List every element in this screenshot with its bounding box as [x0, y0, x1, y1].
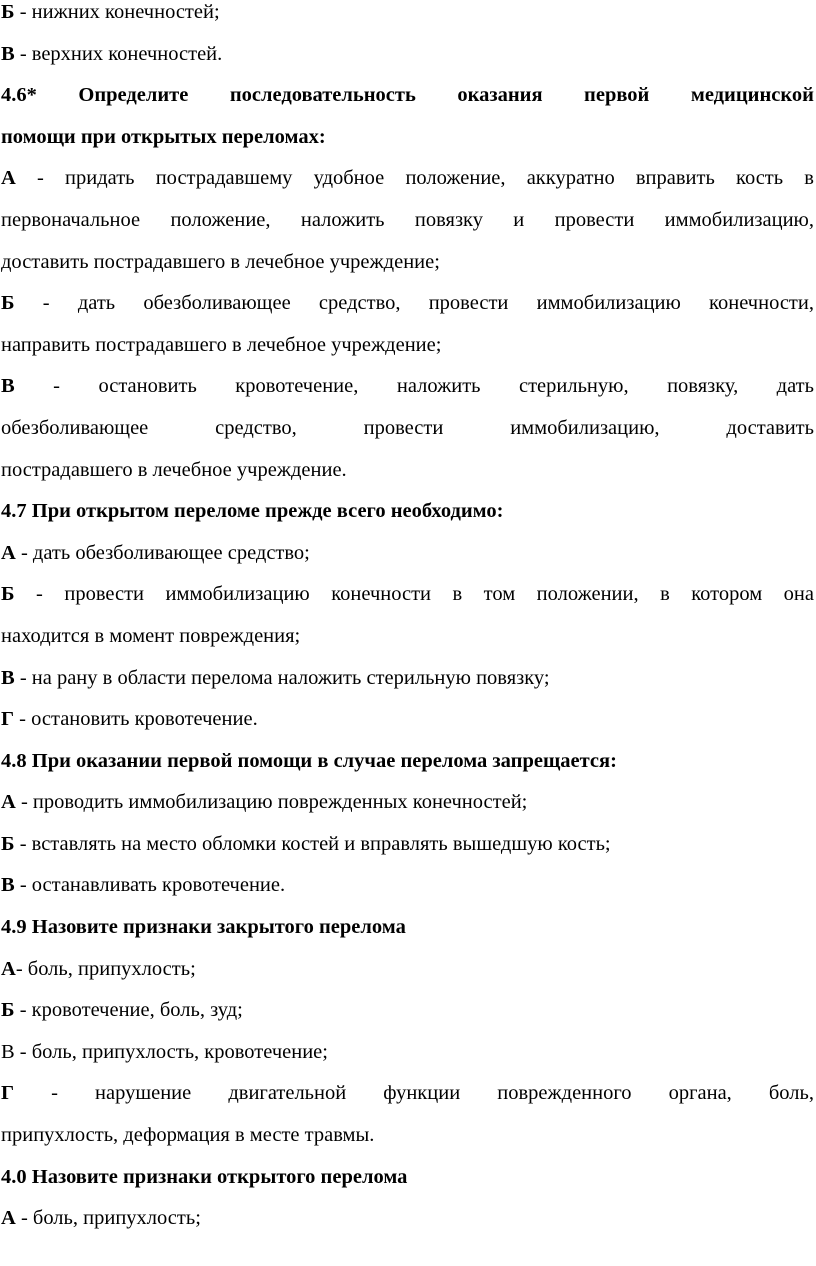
answer-line — [1, 782, 814, 824]
line-text: - нижних конечностей; — [14, 1, 220, 23]
answer-line: пострадавшего в лечебное учреждение. — [1, 458, 347, 481]
question-heading: помощи при открытых переломах: — [1, 125, 326, 148]
option-letter: В — [1, 666, 15, 689]
option-letter: А — [1, 541, 16, 564]
answer-line: находится в момент повреждения; — [1, 624, 301, 647]
option-letter: Б — [1, 1, 15, 23]
line-text: - на рану в области перелома наложить стерильную повязку; — [14, 666, 550, 689]
option-letter: Г — [1, 708, 15, 731]
line-text: - боль, припухлость; — [15, 957, 196, 980]
answer-line — [1, 533, 814, 575]
answer-line: направить пострадавшего в лечебное учреждение; — [1, 333, 442, 356]
answer-line: В - боль, припухлость, кровотечение; — [1, 1040, 328, 1063]
option-letter: В — [1, 375, 15, 398]
option-letter: В — [1, 874, 15, 897]
option-letter: А — [1, 1207, 16, 1230]
answer-line — [1, 990, 814, 1032]
answer-line: доставить пострадавшего в лечебное учреждение; — [1, 250, 440, 273]
question-heading: 4.8 При оказании первой помощи в случае перелома запрещается: — [1, 749, 617, 772]
line-text: - остановить кровотечение. — [14, 708, 258, 731]
line-text: - кровотечение, боль, зуд; — [14, 999, 243, 1022]
answer-line — [1, 1198, 814, 1240]
answer-line: обезболивающее средство, провести иммобилизацию, доставить — [1, 416, 814, 439]
question-heading: 4.6* Определите последовательность оказания первой медицинской — [1, 84, 814, 107]
answer-line — [1, 0, 814, 34]
answer-line — [1, 949, 814, 991]
option-letter: Б — [1, 292, 15, 315]
answer-line — [1, 366, 814, 408]
option-letter: Б — [1, 583, 15, 606]
line-text: - верхних конечностей. — [14, 42, 223, 65]
option-letter: А — [1, 167, 16, 190]
option-letter: А — [1, 957, 16, 980]
answer-line — [1, 574, 814, 616]
line-text: - провести иммобилизацию конечности в том положении, в котором она — [14, 583, 814, 606]
answer-line — [1, 824, 814, 866]
line-text: - вставлять на место обломки костей и вправлять вышедшую кость; — [14, 832, 611, 855]
answer-line — [1, 283, 814, 325]
option-letter: Б — [1, 999, 15, 1022]
question-heading: 4.9 Назовите признаки закрытого перелома — [1, 916, 406, 939]
question-heading: 4.7 При открытом переломе прежде всего необходимо: — [1, 500, 504, 523]
option-letter: В — [1, 42, 15, 65]
answer-line: первоначальное положение, наложить повязку и провести иммобилизацию, — [1, 208, 814, 231]
answer-line — [1, 865, 814, 907]
line-text: - останавливать кровотечение. — [14, 874, 286, 897]
option-letter: Г — [1, 1082, 15, 1105]
answer-line — [1, 699, 814, 741]
answer-line — [1, 1073, 814, 1115]
question-heading: 4.0 Назовите признаки открытого перелома — [1, 1165, 408, 1188]
option-letter: А — [1, 791, 16, 814]
answer-line — [1, 158, 814, 200]
answer-line — [1, 658, 814, 700]
line-text: - нарушение двигательной функции поврежденного органа, боль, — [14, 1082, 814, 1105]
line-text: - дать обезболивающее средство; — [15, 541, 310, 564]
line-text: - остановить кровотечение, наложить стерильную, повязку, дать — [14, 375, 814, 398]
answer-line — [1, 34, 814, 76]
line-text: - придать пострадавшему удобное положение, аккуратно вправить кость в — [15, 167, 814, 190]
line-text: - боль, припухлость; — [15, 1207, 201, 1230]
answer-line: припухлость, деформация в месте травмы. — [1, 1124, 375, 1147]
option-letter: Б — [1, 832, 15, 855]
line-text: - проводить иммобилизацию поврежденных конечностей; — [15, 791, 528, 814]
line-text: - дать обезболивающее средство, провести иммобилизацию конечности, — [14, 292, 814, 315]
